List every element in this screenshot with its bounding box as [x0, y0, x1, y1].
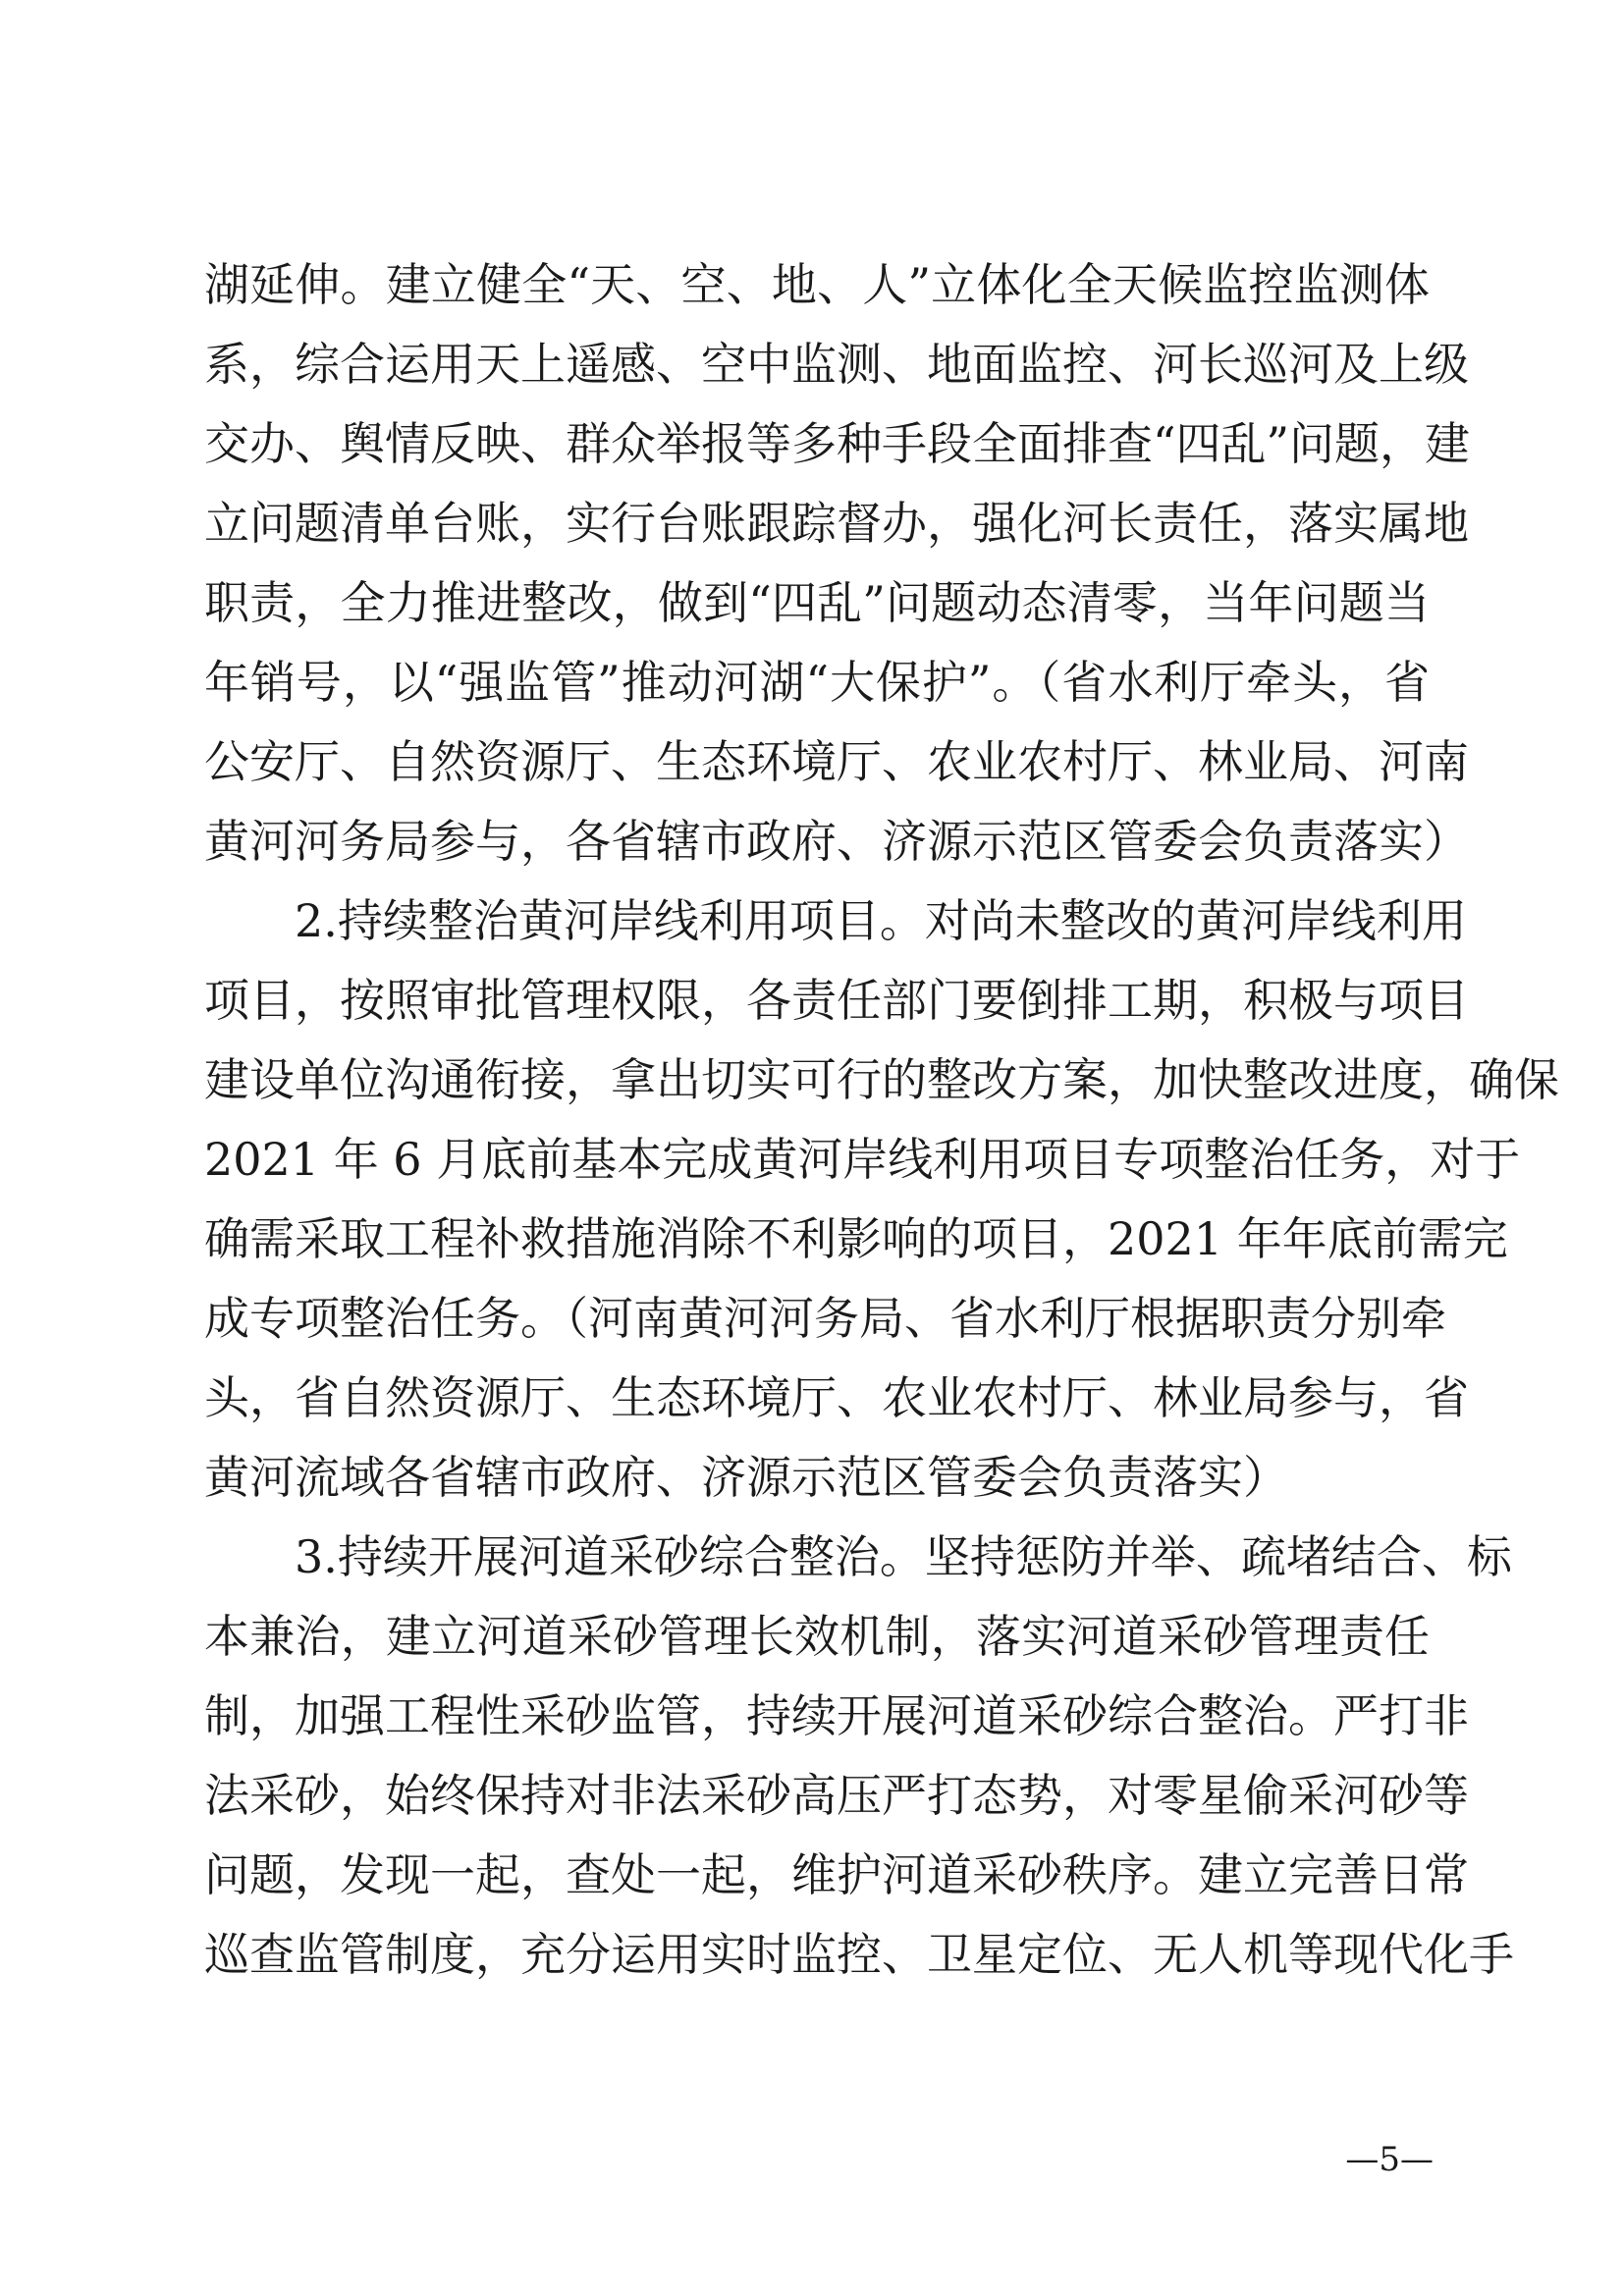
body-line: 黄河河务局参与，各省辖市政府、济源示范区管委会负责落实）	[204, 815, 1469, 868]
body-line: 立问题清单台账，实行台账跟踪督办，强化河长责任，落实属地	[204, 497, 1469, 550]
body-line: 黄河流域各省辖市政府、济源示范区管委会负责落实）	[204, 1451, 1288, 1504]
body-line: 项目，按照审批管理权限，各责任部门要倒排工期，积极与项目	[204, 974, 1469, 1027]
body-line: 问题，发现一起，查处一起，维护河道采砂秩序。建立完善日常	[204, 1848, 1469, 1901]
body-line: 制，加强工程性采砂监管，持续开展河道采砂综合整治。严打非	[204, 1689, 1469, 1742]
body-line: 2021 年 6 月底前基本完成黄河岸线利用项目专项整治任务，对于	[204, 1133, 1521, 1186]
body-line: 系，综合运用天上遥感、空中监测、地面监控、河长巡河及上级	[204, 338, 1469, 391]
body-line: 交办、舆情反映、群众举报等多种手段全面排查“四乱”问题，建	[204, 417, 1471, 470]
paragraph-3-first-line: 3.持续开展河道采砂综合整治。坚持惩防并举、疏堵结合、标	[295, 1530, 1512, 1583]
body-line: 年销号，以“强监管”推动河湖“大保护”。（省水利厅牵头，省	[204, 656, 1430, 709]
body-line: 头，省自然资源厅、生态环境厅、农业农村厅、林业局参与，省	[204, 1371, 1469, 1424]
body-line: 建设单位沟通衔接，拿出切实可行的整改方案，加快整改进度，确保	[204, 1053, 1559, 1106]
body-line: 成专项整治任务。（河南黄河河务局、省水利厅根据职责分别牵	[204, 1292, 1446, 1345]
paragraph-2-first-line: 2.持续整治黄河岸线利用项目。对尚未整改的黄河岸线利用	[295, 894, 1467, 947]
body-line: 巡查监管制度，充分运用实时监控、卫星定位、无人机等现代化手	[204, 1928, 1514, 1981]
body-line: 公安厅、自然资源厅、生态环境厅、农业农村厅、林业局、河南	[204, 735, 1469, 788]
body-line: 确需采取工程补救措施消除不利影响的项目，2021 年年底前需完	[204, 1212, 1508, 1265]
body-line: 湖延伸。建立健全“天、空、地、人”立体化全天候监控监测体	[204, 258, 1430, 311]
body-line: 本兼治，建立河道采砂管理长效机制，落实河道采砂管理责任	[204, 1610, 1430, 1663]
page-number: —5—	[1345, 2140, 1434, 2179]
body-line: 法采砂，始终保持对非法采砂高压严打态势，对零星偷采河砂等	[204, 1769, 1469, 1822]
body-line: 职责，全力推进整改，做到“四乱”问题动态清零，当年问题当	[204, 576, 1430, 629]
